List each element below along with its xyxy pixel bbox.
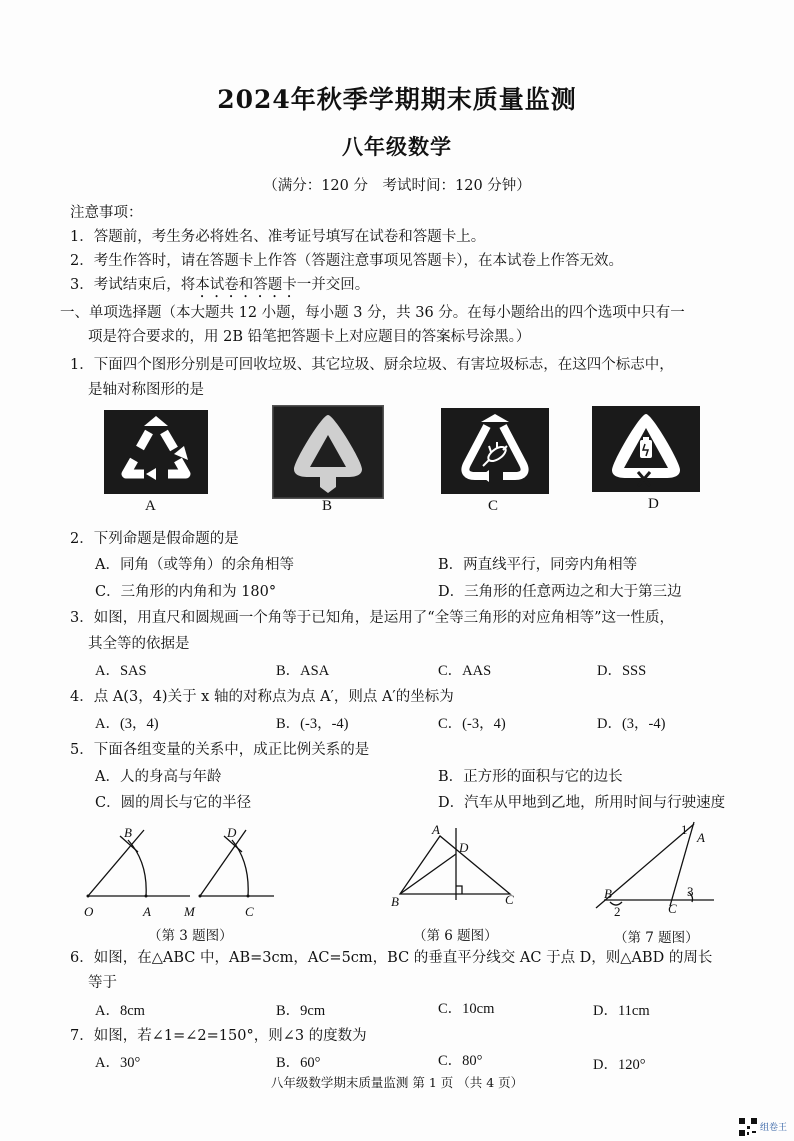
fig7-label-3: 3 — [687, 884, 694, 899]
kitchen-waste-symbol-icon — [441, 408, 549, 494]
q6-stem-line-1: 6．如图，在△ABC 中，AB=3cm，AC=5cm，BC 的垂直平分线交 AC 于点 D，则△ABD 的周长 — [70, 950, 713, 966]
q3-stem-line-1: 3．如图，用直尺和圆规画一个角等于已知角，是运用了“全等三角形的对应角相等”这一性质， — [70, 610, 675, 626]
figure-3-angle-construction — [78, 822, 278, 912]
fig7-label-a: A — [697, 830, 705, 845]
fig3-label-d: D — [227, 825, 237, 840]
q2-option-b: B．两直线平行，同旁内角相等 — [438, 557, 638, 573]
exam-info: （满分：120 分 考试时间：120 分钟） — [263, 178, 531, 194]
note-2: 2．考生作答时，请在答题卡上作答（答题注意事项见答题卡），在本试卷上作答无效。 — [70, 253, 623, 269]
q7-stem: 7．如图，若∠1=∠2=150°，则∠3 的度数为 — [70, 1028, 367, 1044]
note-3-part-b: 本试卷和答题卡 — [195, 277, 297, 293]
fig7-label-c: C — [668, 901, 677, 916]
q6-option-d: D．11cm — [593, 1003, 650, 1019]
fig6-label-b: B — [391, 894, 399, 909]
q6-stem-line-2: 等于 — [88, 975, 117, 991]
q4-option-c: C．(-3，4) — [438, 716, 506, 732]
q1-label-b: B — [322, 498, 333, 514]
fig3-label-o: O — [84, 904, 94, 919]
q7-option-c: C．80° — [438, 1053, 483, 1069]
q6-option-b: B．9cm — [276, 1003, 326, 1019]
fig7-label-1: 1 — [681, 822, 688, 837]
fig3-label-b: B — [124, 825, 132, 840]
fig3-caption: （第 3 题图） — [148, 928, 233, 944]
note-3-part-c: 一并交回。 — [296, 277, 370, 293]
q7-option-d: D．120° — [593, 1057, 646, 1073]
exam-subtitle: 八年级数学 — [342, 134, 452, 159]
note-3 — [70, 273, 369, 301]
note-1: 1．答题前，考生务必将姓名、准考证号填写在试卷和答题卡上。 — [70, 229, 486, 245]
q7-option-b: B．60° — [276, 1055, 321, 1071]
q2-option-a: A．同角（或等角）的余角相等 — [95, 557, 294, 573]
figure-6-triangle — [392, 822, 522, 902]
q3-option-d: D．SSS — [597, 663, 647, 679]
q6-option-c: C．10cm — [438, 1001, 495, 1017]
recycling-symbol-icon — [104, 410, 208, 494]
exam-title: 2024年秋季学期期末质量监测 — [217, 85, 577, 114]
q4-option-d: D．(3，-4) — [597, 716, 666, 732]
q5-stem: 5．下面各组变量的关系中，成正比例关系的是 — [70, 742, 370, 758]
fig6-label-d: D — [459, 840, 469, 855]
fig3-label-a: A — [143, 904, 151, 919]
fig6-caption: （第 6 题图） — [413, 928, 498, 944]
q2-option-d: D．三角形的任意两边之和大于第三边 — [438, 584, 682, 600]
fig6-label-c: C — [505, 892, 514, 907]
q7-option-a: A．30° — [95, 1055, 141, 1071]
hazardous-waste-symbol-icon — [592, 406, 700, 492]
q1-label-c: C — [488, 498, 499, 514]
q4-option-a: A．(3，4) — [95, 716, 159, 732]
q3-option-c: C．AAS — [438, 663, 492, 679]
q1-stem-line-1: 1．下面四个图形分别是可回收垃圾、其它垃圾、厨余垃圾、有害垃圾标志，在这四个标志中， — [70, 357, 674, 373]
page-footer: 八年级数学期末质量监测 第 1 页 （共 4 页） — [270, 1075, 524, 1090]
q3-option-a: A．SAS — [95, 663, 147, 679]
other-waste-symbol-icon — [272, 405, 384, 499]
q6-option-a: A．8cm — [95, 1003, 145, 1019]
q4-stem: 4．点 A(3，4)关于 x 轴的对称点为点 A′，则点 A′的坐标为 — [70, 689, 454, 705]
q4-option-b: B．(-3，-4) — [276, 716, 349, 732]
q3-option-b: B．ASA — [276, 663, 330, 679]
q3-stem-line-2: 其全等的依据是 — [88, 636, 190, 652]
q1-label-d: D — [648, 496, 659, 512]
q2-stem: 2．下列命题是假命题的是 — [70, 531, 239, 547]
q1-stem-line-2: 是轴对称图形的是 — [88, 382, 204, 398]
q5-option-b: B．正方形的面积与它的边长 — [438, 769, 623, 785]
fig7-label-2: 2 — [614, 904, 621, 919]
section-1-line-2: 项是符合要求的，用 2B 铅笔把答题卡上对应题目的答案标号涂黑。） — [88, 329, 531, 345]
q5-option-a: A．人的身高与年龄 — [95, 769, 222, 785]
fig7-caption: （第 7 题图） — [614, 930, 699, 946]
fig3-label-c: C — [245, 904, 254, 919]
q5-option-c: C．圆的周长与它的半径 — [95, 795, 252, 811]
notes-heading: 注意事项： — [70, 205, 143, 221]
fig6-label-a: A — [432, 822, 440, 837]
q1-label-a: A — [145, 498, 156, 514]
section-1-line-1: 一、单项选择题（本大题共 12 小题，每小题 3 分，共 36 分。在每小题给出的四个选项中只有一 — [60, 305, 685, 321]
q5-option-d: D．汽车从甲地到乙地，所用时间与行驶速度 — [438, 795, 726, 811]
qr-code-icon — [738, 1117, 758, 1137]
fig3-label-m: M — [184, 904, 195, 919]
brand-watermark: 组卷王 — [760, 1123, 788, 1133]
note-3-part-a: 3．考试结束后，将 — [70, 277, 196, 293]
q2-option-c: C．三角形的内角和为 180° — [95, 584, 277, 600]
fig7-label-b: B — [604, 886, 612, 901]
